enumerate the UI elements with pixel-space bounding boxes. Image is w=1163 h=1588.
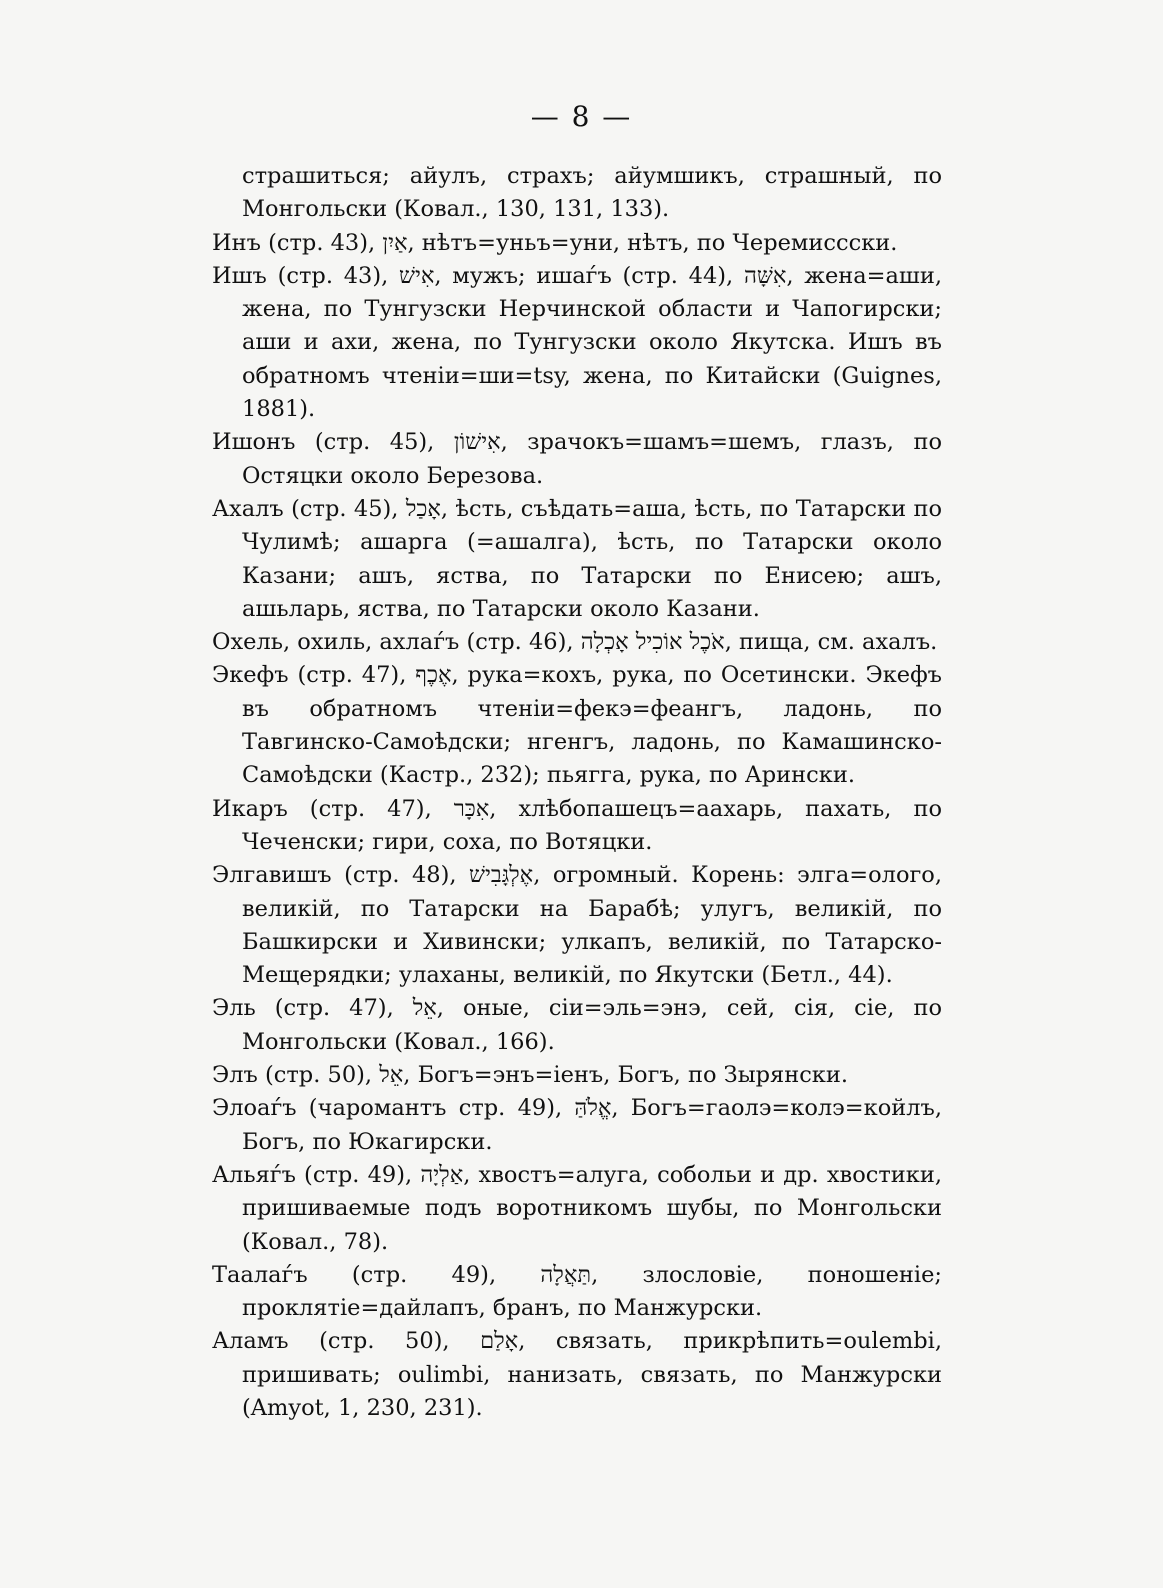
dictionary-entry: Экефъ (стр. 47), אֶכֶף, рука=кохъ, рука, по Осетински. Экефъ въ обратномъ чтеніи=фекэ=феангъ, ладонь, по Тавгинско-Самоѣдски; нгенгъ, ладонь, по Камашинско-Самоѣдски (Кастр., 232); пьягга, рука, по Арински. — [212, 662, 942, 789]
dictionary-entry: Элгавишъ (стр. 48), אֶלְגָּבִישׁ, огромный. Корень: элга=олого, великій, по Татарски на Барабѣ; улугъ, великій, по Башкирски и Хивински; улкапъ, великій, по Татарско-Мещерядки; улаханы, великій, по Якутски (Бетл., 44). — [212, 862, 942, 989]
dictionary-entry: страшиться; айулъ, страхъ; айумшикъ, страшный, по Монгольски (Ковал., 130, 131, 133). — [242, 163, 942, 223]
dictionary-entry: Элъ (стр. 50), אֵל, Богъ=энъ=іенъ, Богъ, по Зырянски. — [212, 1062, 849, 1089]
dictionary-entry: Икаръ (стр. 47), אִכָּר, хлѣбопашецъ=аахарь, пахать, по Чеченски; гири, соха, по Вотяцки. — [212, 795, 942, 855]
dictionary-entry: Охель, охиль, ахлаѓъ (стр. 46), אֹכֶל אוֹכִיל אָכְלָה, пища, см. ахалъ. — [212, 629, 938, 656]
dictionary-entry: Аламъ (стр. 50), אָלַם, связать, прикрѣпить=oulembi, пришивать; oulimbi, нанизать, связать, по Манжурски (Amyot, 1, 230, 231). — [212, 1328, 943, 1421]
dictionary-entry: Инъ (стр. 43), אַיִן, нѣтъ=уньъ=уни, нѣтъ, по Черемиссски. — [212, 229, 898, 256]
dictionary-entry: Ахалъ (стр. 45), אָכַל, ѣсть, съѣдать=аша, ѣсть, по Татарски по Чулимѣ; ашарга (=ашалга), ѣсть, по Татарски около Казани; ашъ, яства, по Татарски по Енисею; ашъ, ашьларь, яства, по Татарски около Казани. — [212, 495, 942, 622]
dictionary-entry: Элоаѓъ (чаромантъ стр. 49), אֱלֹהַּ, Богъ=гаолэ=колэ=койлъ, Богъ, по Юкагирски. — [212, 1095, 942, 1155]
dictionary-text — [212, 160, 942, 1425]
dictionary-entry: Ишонъ (стр. 45), אִישׁוֹן, зрачокъ=шамъ=шемъ, глазъ, по Остяцки около Березова. — [212, 429, 942, 489]
dictionary-entry: Эль (стр. 47), אֵל, оные, сіи=эль=энэ, сей, сія, сіе, по Монгольски (Ковал., 166). — [212, 995, 942, 1055]
dictionary-entry: Альяѓъ (стр. 49), אַלְיָה, хвостъ=алуга, собольи и др. хвостики, пришиваемые подъ воротникомъ шубы, по Монгольски (Ковал., 78). — [212, 1161, 942, 1255]
page-number: — 8 — — [530, 100, 633, 133]
dictionary-entry: Таалаѓъ (стр. 49), תַּאֲלָה, злословіе, поношеніе; проклятіе=дайлапъ, бранъ, по Манжурски. — [212, 1261, 943, 1322]
dictionary-entry: Ишъ (стр. 43), אִישׁ, мужъ; ишаѓъ (стр. 44), אִשָּׁה, жена=аши, жена, по Тунгузски Нерчинской области и Чапогирски; аши и ахи, жена, по Тунгузски около Якутска. Ишъ въ обратномъ чтеніи=ши=tsy, жена, по Китайски (Guignes, 1881). — [212, 262, 942, 423]
